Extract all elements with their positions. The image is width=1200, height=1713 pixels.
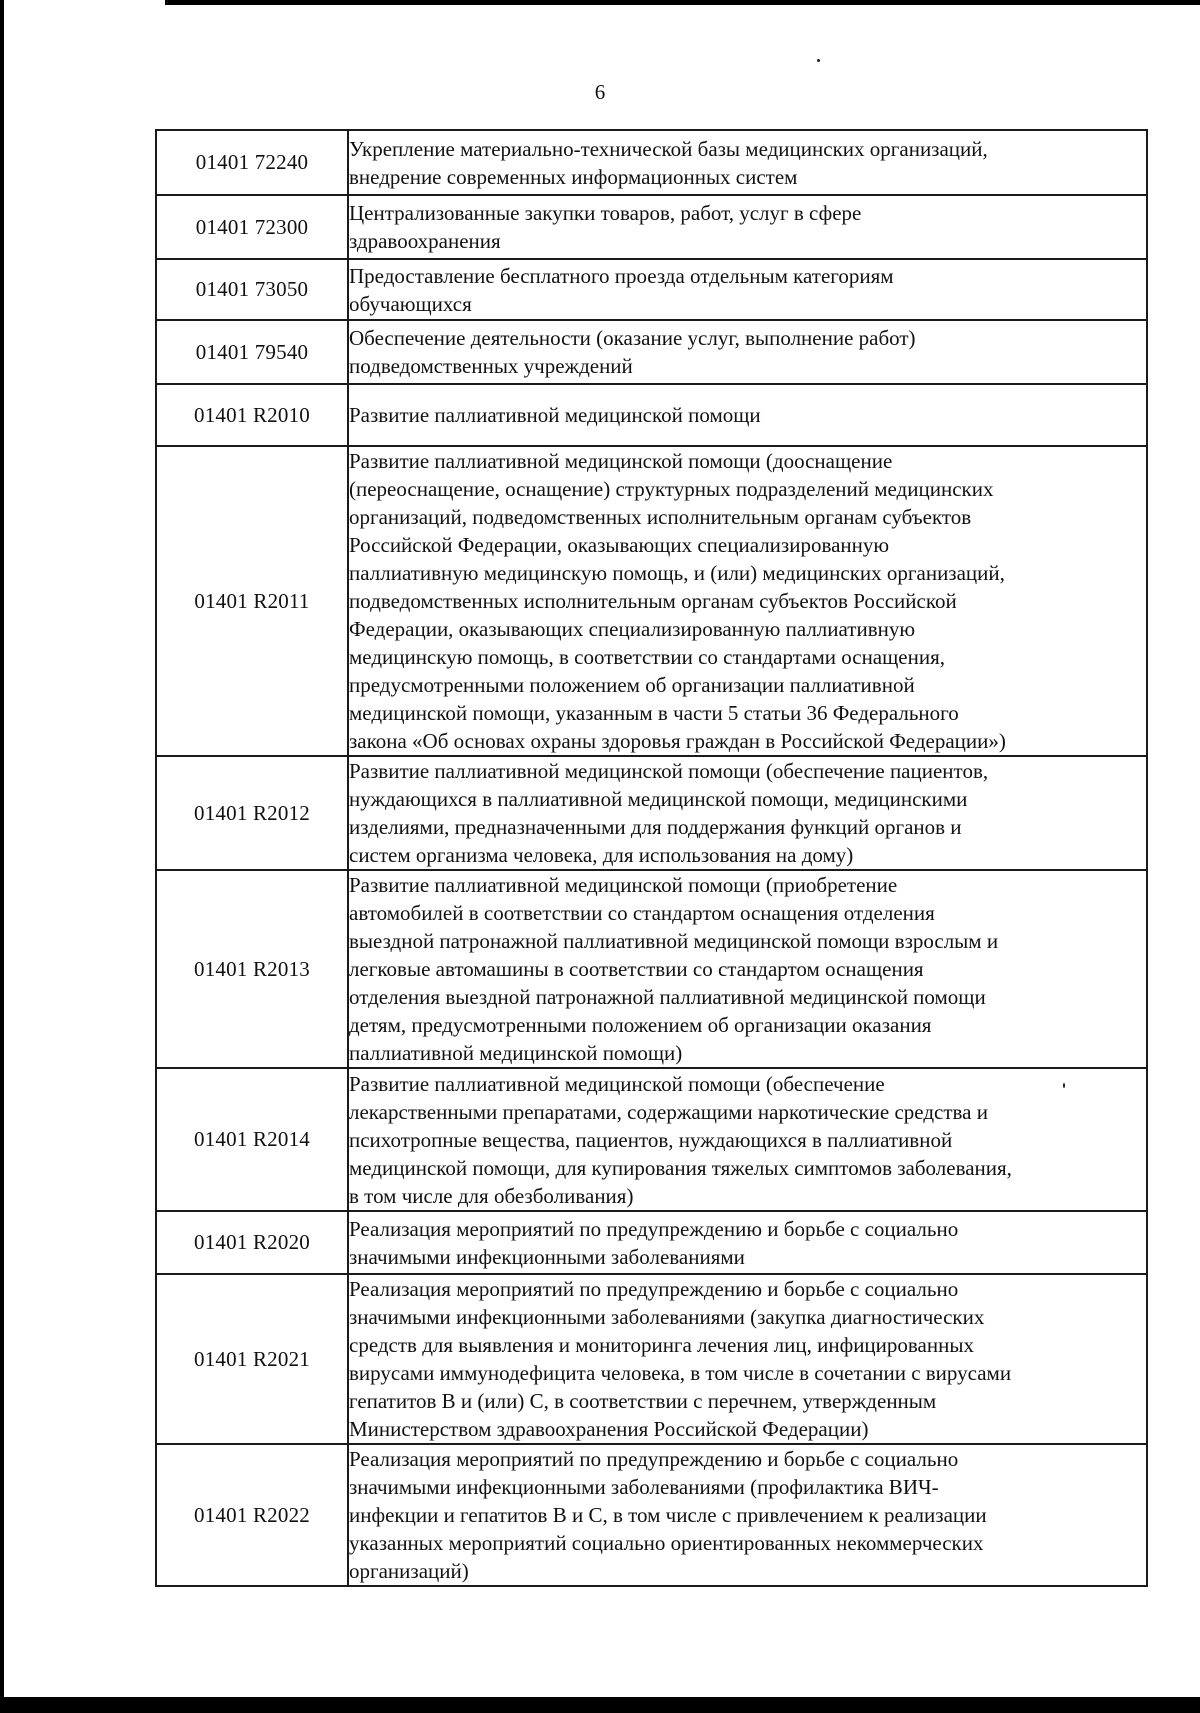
budget-code: 01401 R2021 xyxy=(156,1274,348,1444)
table-row xyxy=(156,259,1147,320)
code-description xyxy=(348,384,1147,446)
description-line: систем организма человека, для использования на дому) xyxy=(349,843,854,867)
budget-code: 01401 R2013 xyxy=(156,870,348,1068)
code-description xyxy=(348,259,1147,320)
description-line: медицинской помощи, для купирования тяжелых симптомов заболевания, xyxy=(349,1155,1012,1180)
description-line: организаций, подведомственных исполнительным органам субъектов xyxy=(349,505,972,529)
description-line: паллиативной медицинской помощи) xyxy=(349,1041,683,1065)
budget-code: 01401 R2012 xyxy=(156,756,348,870)
table-row xyxy=(156,195,1147,259)
table-row xyxy=(156,1068,1147,1211)
description-line: Развитие паллиативной медицинской помощи (обеспечение пациентов, xyxy=(349,759,989,783)
table-row xyxy=(156,1274,1147,1444)
description-line: Предоставление бесплатного проезда отдельным категориям xyxy=(349,263,894,288)
table-row xyxy=(156,1444,1147,1586)
description-line: Российской Федерации, оказывающих специализированную xyxy=(349,533,890,557)
budget-codes-table xyxy=(155,129,1148,1587)
description-line: Обеспечение деятельности (оказание услуг, выполнение работ) xyxy=(349,326,916,350)
description-line: Реализация мероприятий по предупреждению и борьбе с социально xyxy=(349,1277,959,1301)
scan-edge-bottom xyxy=(0,1697,1200,1713)
description-line: (переоснащение, оснащение) структурных подразделений медицинских xyxy=(349,477,994,501)
description-line: Развитие паллиативной медицинской помощи (обеспечение xyxy=(349,1071,885,1096)
budget-code: 01401 R2010 xyxy=(156,384,348,446)
description-line: внедрение современных информационных систем xyxy=(349,164,798,189)
description-line: Реализация мероприятий по предупреждению и борьбе с социально xyxy=(349,1216,959,1241)
description-line: психотропные вещества, пациентов, нуждающихся в паллиативной xyxy=(349,1127,953,1152)
description-line: предусмотренными положением об организации паллиативной xyxy=(349,673,915,697)
description-line: отделения выездной патронажной паллиативной медицинской помощи xyxy=(349,985,986,1009)
description-line: значимыми инфекционными заболеваниями (профилактика ВИЧ- xyxy=(349,1475,939,1499)
budget-code: 01401 R2011 xyxy=(156,446,348,756)
budget-code: 01401 R2022 xyxy=(156,1444,348,1586)
description-line: вирусами иммунодефицита человека, в том числе в сочетании с вирусами xyxy=(349,1361,1012,1385)
description-line: паллиативную медицинскую помощь, и (или) медицинских организаций, xyxy=(349,561,1005,585)
code-description xyxy=(348,1068,1147,1211)
budget-code: 01401 R2014 xyxy=(156,1068,348,1211)
description-line: обучающихся xyxy=(349,291,472,316)
description-line: нуждающихся в паллиативной медицинской помощи, медицинскими xyxy=(349,787,968,811)
scan-edge-top xyxy=(165,0,1200,5)
description-line: значимыми инфекционными заболеваниями (закупка диагностических xyxy=(349,1305,985,1329)
description-line: гепатитов B и (или) C, в соответствии с перечнем, утвержденным xyxy=(349,1389,937,1413)
code-description xyxy=(348,1274,1147,1444)
description-line: Реализация мероприятий по предупреждению и борьбе с социально xyxy=(349,1447,959,1471)
scan-speck xyxy=(817,59,820,62)
description-line: медицинскую помощь, в соответствии со стандартами оснащения, xyxy=(349,645,946,669)
budget-code: 01401 79540 xyxy=(156,320,348,384)
description-line: в том числе для обезболивания) xyxy=(349,1183,634,1208)
description-line: значимыми инфекционными заболеваниями xyxy=(349,1244,745,1269)
code-description xyxy=(348,1211,1147,1274)
page-number: 6 xyxy=(594,80,606,104)
table-row xyxy=(156,130,1147,195)
code-description xyxy=(348,130,1147,195)
description-line: закона «Об основах охраны здоровья граждан в Российской Федерации») xyxy=(349,729,1006,753)
description-line: подведомственных учреждений xyxy=(349,354,633,378)
budget-code: 01401 72240 xyxy=(156,130,348,195)
description-line: Развитие паллиативной медицинской помощи (дооснащение xyxy=(349,449,893,473)
table-row xyxy=(156,446,1147,756)
description-line: медицинской помощи, указанным в части 5 статьи 36 Федерального xyxy=(349,701,959,725)
description-line: Централизованные закупки товаров, работ, услуг в сфере xyxy=(349,201,862,225)
description-line: детям, предусмотренными положением об организации оказания xyxy=(349,1013,932,1037)
code-description xyxy=(348,195,1147,259)
code-description xyxy=(348,756,1147,870)
table-row xyxy=(156,1211,1147,1274)
description-line: выездной патронажной паллиативной медицинской помощи взрослым и xyxy=(349,929,999,953)
description-line: указанных мероприятий социально ориентированных некоммерческих xyxy=(349,1531,984,1555)
description-line: Министерством здравоохранения Российской Федерации) xyxy=(349,1417,869,1441)
description-line: инфекции и гепатитов B и C, в том числе с привлечением к реализации xyxy=(349,1503,987,1527)
budget-code: 01401 73050 xyxy=(156,259,348,320)
description-line: автомобилей в соответствии со стандартом оснащения отделения xyxy=(349,901,935,925)
code-description xyxy=(348,870,1147,1068)
table-row xyxy=(156,756,1147,870)
description-line: легковые автомашины в соответствии со стандартом оснащения xyxy=(349,957,924,981)
scan-edge-left xyxy=(0,0,4,1713)
table-body xyxy=(156,130,1147,1586)
code-description xyxy=(348,320,1147,384)
budget-code: 01401 R2020 xyxy=(156,1211,348,1274)
description-line: Развитие паллиативной медицинской помощи xyxy=(349,403,761,427)
table-row xyxy=(156,870,1147,1068)
code-description xyxy=(348,1444,1147,1586)
description-line: Развитие паллиативной медицинской помощи (приобретение xyxy=(349,873,898,897)
code-description xyxy=(348,446,1147,756)
description-line: лекарственными препаратами, содержащими наркотические средства и xyxy=(349,1099,988,1124)
description-line: средств для выявления и мониторинга лечения лиц, инфицированных xyxy=(349,1333,974,1357)
description-line: организаций) xyxy=(349,1559,469,1583)
description-line: подведомственных исполнительным органам субъектов Российской xyxy=(349,589,957,613)
description-line: здравоохранения xyxy=(349,229,501,253)
budget-code: 01401 72300 xyxy=(156,195,348,259)
description-line: Укрепление материально-технической базы медицинских организаций, xyxy=(349,136,988,161)
table-row xyxy=(156,320,1147,384)
description-line: Федерации, оказывающих специализированную паллиативную xyxy=(349,617,916,641)
table-row xyxy=(156,384,1147,446)
description-line: изделиями, предназначенными для поддержания функций органов и xyxy=(349,815,962,839)
